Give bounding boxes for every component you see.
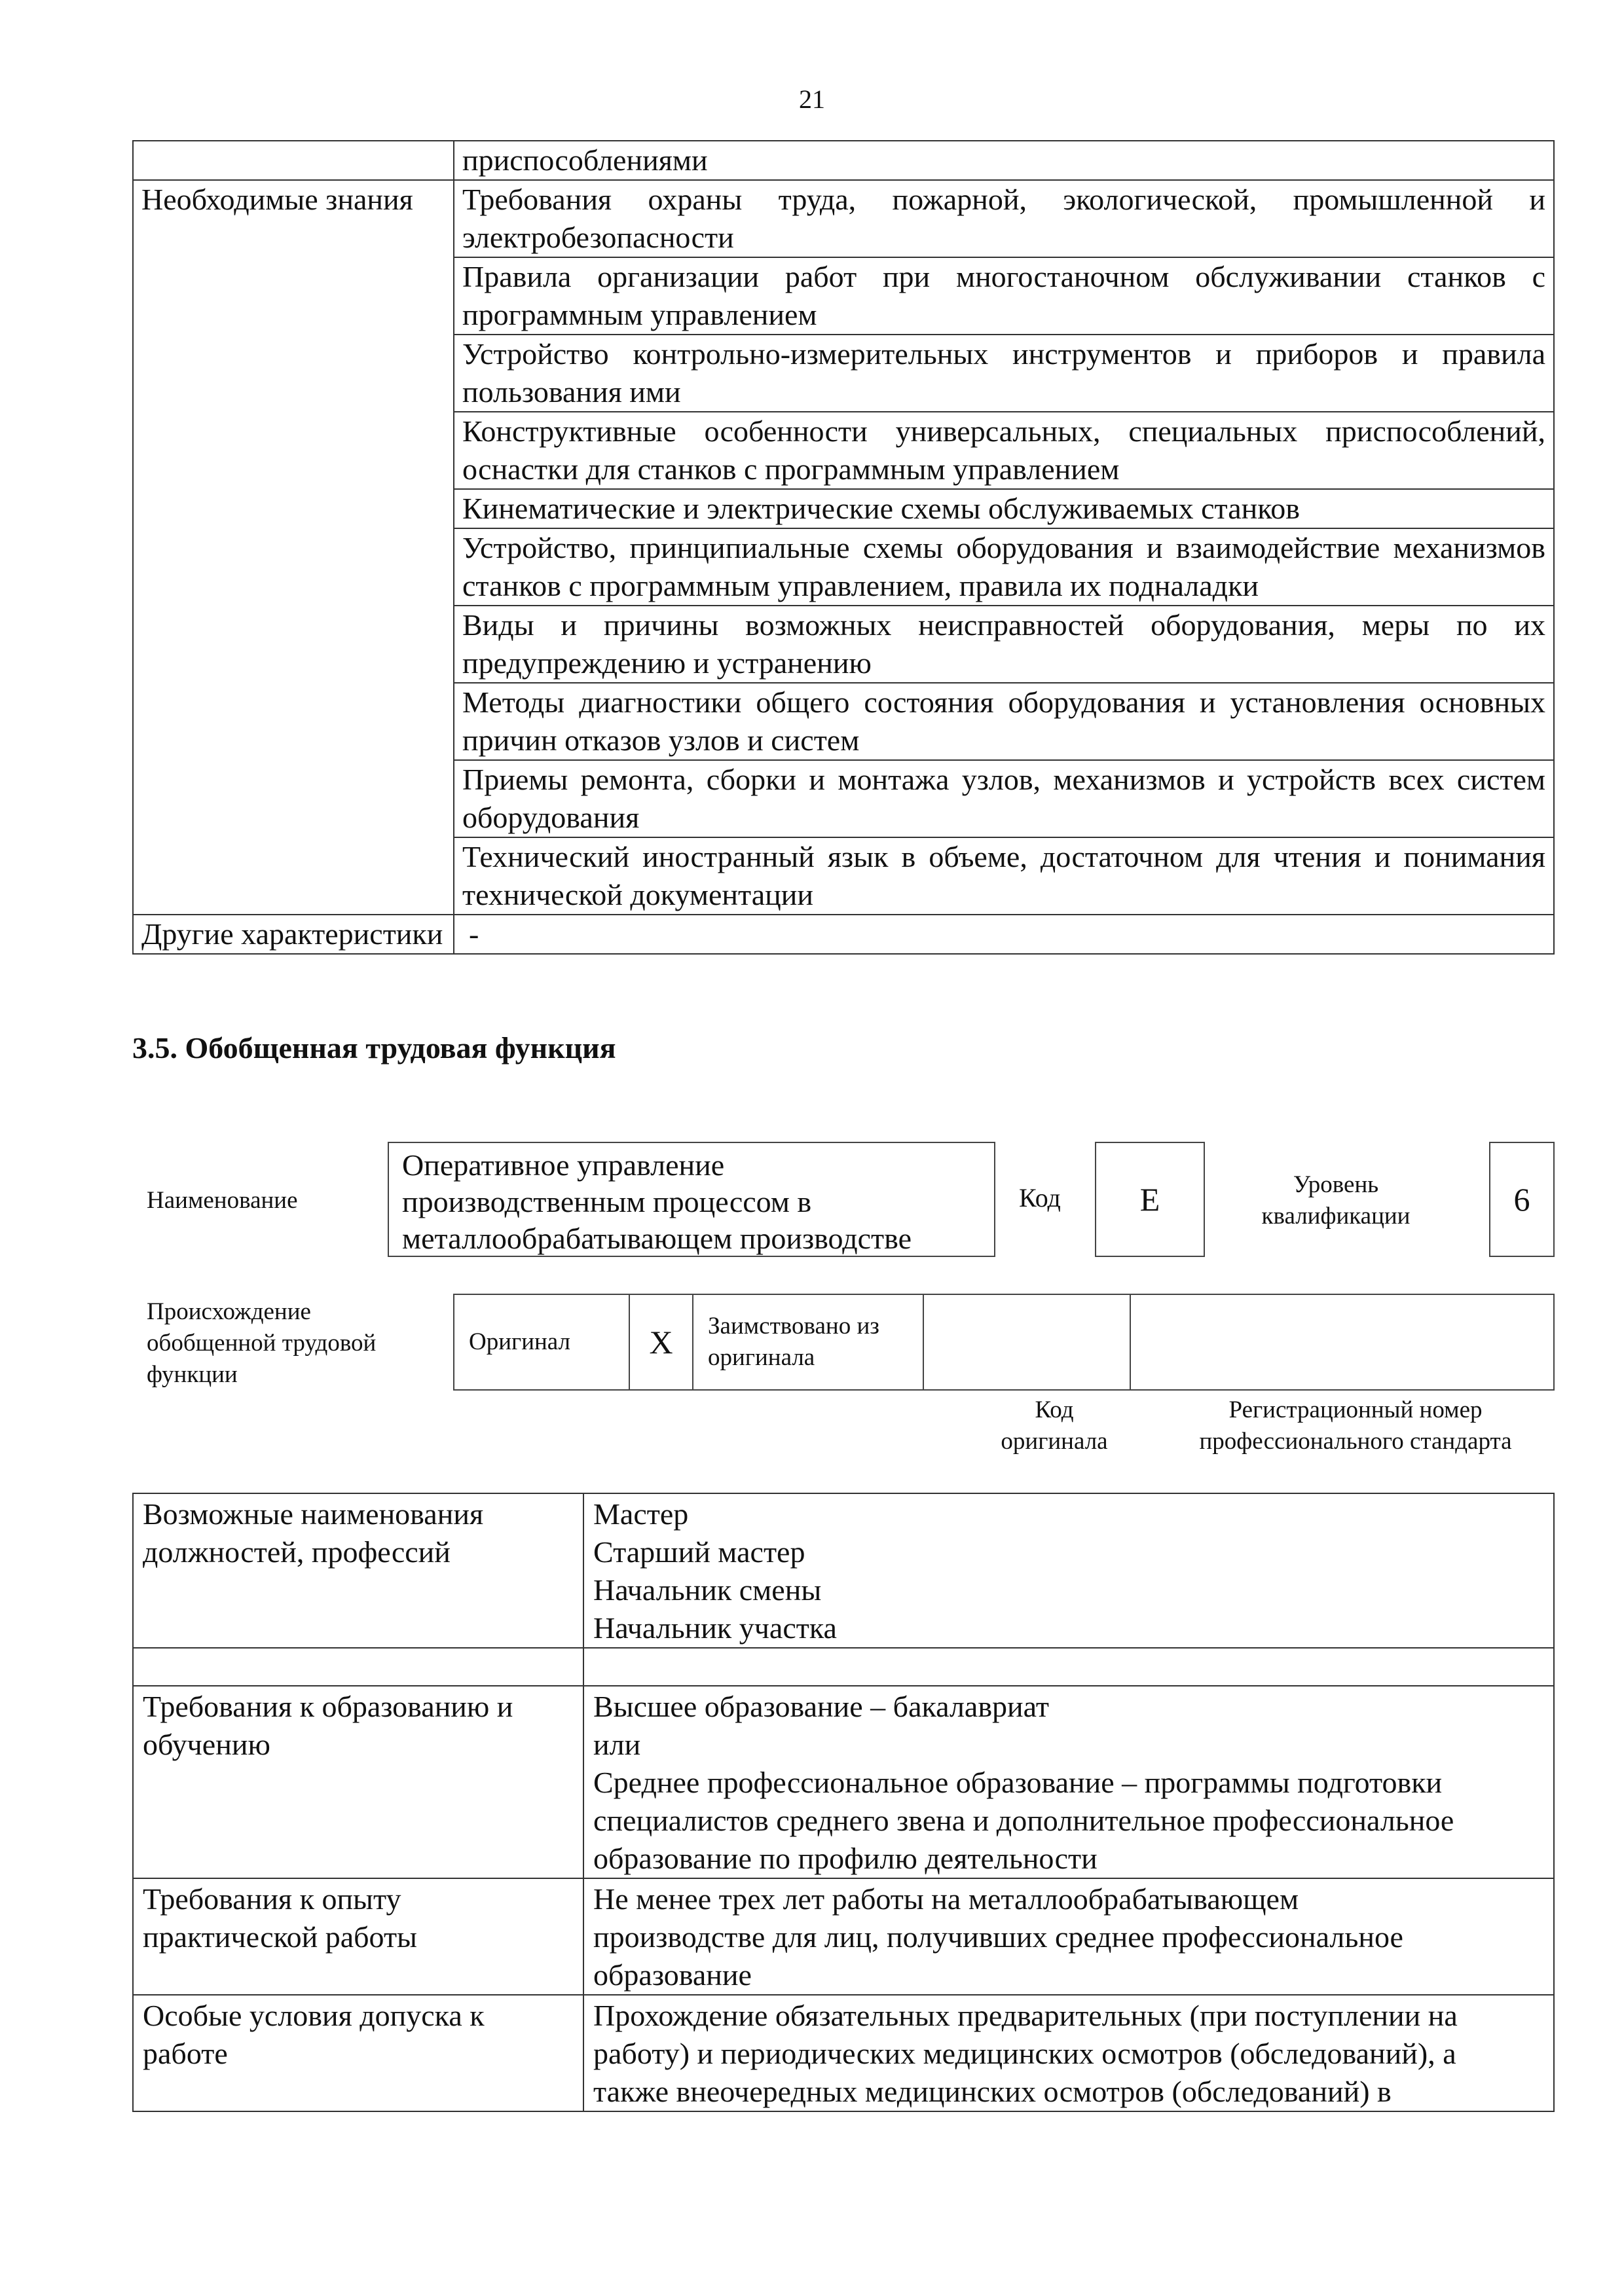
borrowed-label: [693, 1294, 923, 1390]
conditions-line: Прохождение обязательных предварительных (при поступлении на: [593, 1999, 1458, 2032]
section-title: 3.5. Обобщенная трудовая функция: [132, 1031, 616, 1065]
knowledge-item: Методы диагностики общего состояния оборудования и установления основных причин отказов узлов и систем: [454, 683, 1554, 760]
name-line: Оперативное управление: [402, 1148, 725, 1182]
knowledge-item: Технический иностранный язык в объеме, достаточном для чтения и понимания технической документации: [454, 837, 1554, 915]
knowledge-item: Конструктивные особенности универсальных, специальных приспособлений, оснастки для станков с программным управлением: [454, 412, 1554, 489]
code-value: E: [1095, 1142, 1205, 1257]
details-table: [132, 1493, 1555, 2112]
conditions-line: работу) и периодических медицинских осмотров (обследований), а: [593, 2037, 1456, 2070]
knowledge-item: Правила организации работ при многостаночном обслуживании станков с программным управлением: [454, 257, 1554, 335]
borrowed-label-line: оригинала: [708, 1344, 815, 1371]
empty-cell: [133, 1648, 583, 1686]
knowledge-item: Приемы ремонта, сборки и монтажа узлов, механизмов и устройств всех систем оборудования: [454, 760, 1554, 837]
other-value: -: [454, 915, 1554, 954]
level-label-line: Уровень: [1293, 1171, 1379, 1198]
education-cell: [583, 1686, 1554, 1878]
table-row: [133, 1878, 1554, 1995]
knowledge-label: Необходимые знания: [133, 180, 454, 915]
education-line: Высшее образование – бакалавриат: [593, 1690, 1049, 1723]
borrowed-label-line: Заимствовано из: [708, 1313, 879, 1339]
level-value: 6: [1489, 1142, 1555, 1257]
education-line: или: [593, 1728, 641, 1761]
code-original-cell: [923, 1294, 1130, 1390]
education-line: специалистов среднего звена и дополнительное профессиональное: [593, 1804, 1454, 1837]
position-item: Начальник смены: [593, 1573, 822, 1607]
empty-label-cell: [133, 141, 454, 180]
empty-cell: [583, 1648, 1554, 1686]
conditions-line: также внеочередных медицинских осмотров (обследований) в: [593, 2075, 1392, 2108]
positions-cell: [583, 1493, 1554, 1648]
experience-cell: [583, 1878, 1554, 1995]
knowledge-item: Кинематические и электрические схемы обслуживаемых станков: [454, 489, 1554, 528]
caption-line: оригинала: [1001, 1428, 1108, 1455]
caption-line: Регистрационный номер: [1228, 1396, 1483, 1423]
knowledge-table: [132, 140, 1555, 955]
level-label-line: квалификации: [1261, 1203, 1411, 1230]
table-row: [133, 1995, 1554, 2111]
reg-number-cell: [1130, 1294, 1554, 1390]
name-box: [388, 1142, 995, 1257]
origin-label-line: обобщенной трудовой: [147, 1330, 377, 1357]
code-original-caption: [956, 1394, 1153, 1457]
knowledge-item: Устройство контрольно-измерительных инструментов и приборов и правила пользования ими: [454, 335, 1554, 412]
education-label: Требования к образованию и обучению: [133, 1686, 583, 1878]
original-label: Оригинал: [454, 1294, 629, 1390]
conditions-label: Особые условия допуска к работе: [133, 1995, 583, 2111]
origin-table: [453, 1294, 1555, 1391]
original-mark: X: [629, 1294, 693, 1390]
table-row: [454, 1294, 1554, 1390]
conditions-cell: [583, 1995, 1554, 2111]
position-item: Старший мастер: [593, 1535, 805, 1569]
caption-line: Код: [1035, 1396, 1074, 1423]
table-row: [133, 915, 1554, 954]
origin-label: [147, 1296, 376, 1391]
origin-label-line: Происхождение: [147, 1298, 311, 1325]
name-label: Наименование: [147, 1187, 298, 1214]
table-row: [133, 141, 1554, 180]
level-label: [1238, 1169, 1434, 1232]
name-line: металлообрабатывающем производстве: [402, 1222, 912, 1255]
table-row: [133, 1686, 1554, 1878]
positions-label: Возможные наименования должностей, профессий: [133, 1493, 583, 1648]
table-row: [133, 180, 1554, 257]
continuation-cell: приспособлениями: [454, 141, 1554, 180]
experience-label: Требования к опыту практической работы: [133, 1878, 583, 1995]
other-label: Другие характеристики: [133, 915, 454, 954]
name-line: производственным процессом в: [402, 1185, 812, 1218]
experience-line: производстве для лиц, получивших среднее профессиональное: [593, 1920, 1403, 1954]
position-item: Мастер: [593, 1497, 689, 1531]
table-row: [133, 1648, 1554, 1686]
experience-line: Не менее трех лет работы на металлообрабатывающем: [593, 1882, 1299, 1916]
table-row: [133, 1493, 1554, 1648]
position-item: Начальник участка: [593, 1611, 837, 1645]
knowledge-item: Виды и причины возможных неисправностей оборудования, меры по их предупреждению и устранению: [454, 606, 1554, 683]
experience-line: образование: [593, 1958, 752, 1992]
caption-line: профессионального стандарта: [1199, 1428, 1512, 1455]
education-line: образование по профилю деятельности: [593, 1842, 1098, 1875]
page-number: 21: [799, 84, 825, 114]
reg-number-caption: [1159, 1394, 1552, 1457]
education-line: Среднее профессиональное образование – программы подготовки: [593, 1766, 1443, 1799]
knowledge-item: Требования охраны труда, пожарной, экологической, промышленной и электробезопасности: [454, 180, 1554, 257]
code-label: Код: [1019, 1183, 1061, 1212]
origin-label-line: функции: [147, 1361, 238, 1388]
knowledge-item: Устройство, принципиальные схемы оборудования и взаимодействие механизмов станков с программным управлением, правила их подналадки: [454, 528, 1554, 606]
